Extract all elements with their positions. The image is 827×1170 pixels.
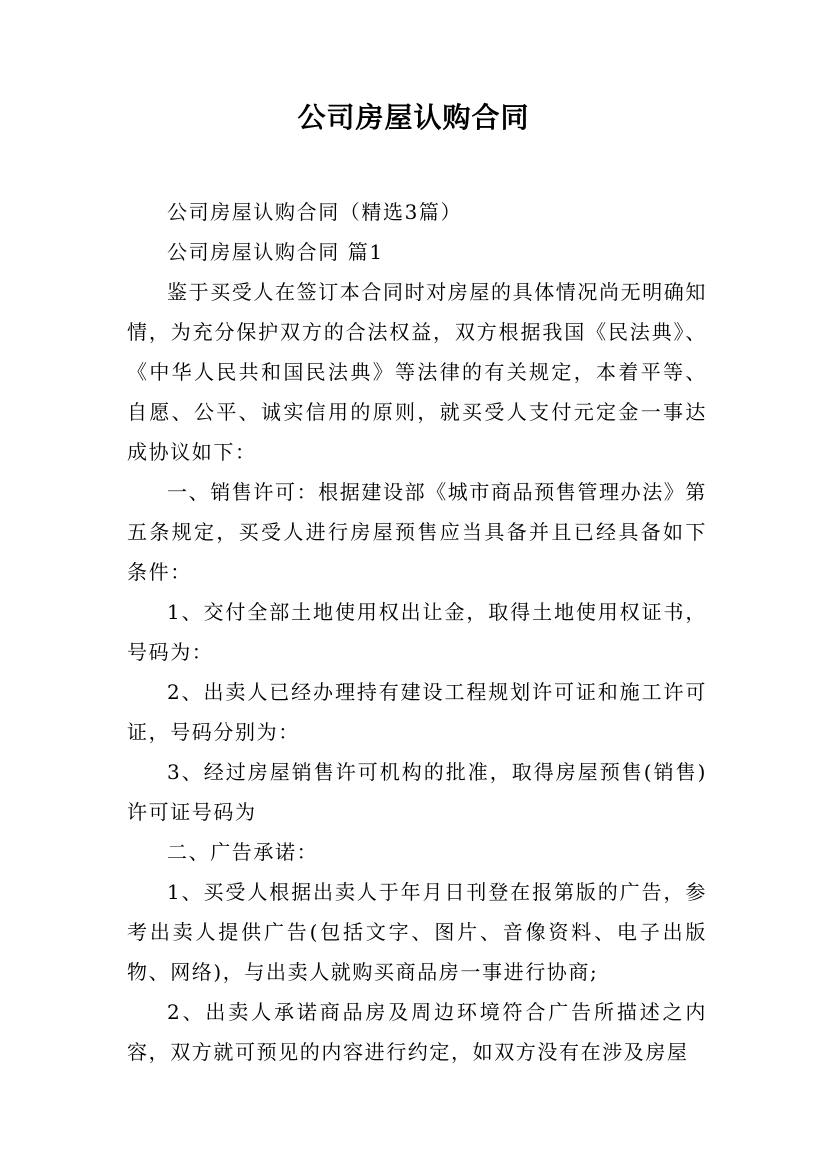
body-paragraph: 2、出卖人已经办理持有建设工程规划许可证和施工许可证，号码分别为： — [127, 680, 707, 744]
body-paragraph: 二、广告承诺： — [167, 840, 319, 864]
body-paragraph: 2、出卖人承诺商品房及周边环境符合广告所描述之内容，双方就可预见的内容进行约定，如双方没有在涉及房屋 — [127, 1000, 707, 1064]
body-paragraph: 1、交付全部土地使用权出让金，取得土地使用权证书，号码为： — [127, 600, 707, 664]
document-title: 公司房屋认购合同 — [297, 101, 530, 134]
body-paragraph: 一、销售许可：根据建设部《城市商品预售管理办法》第五条规定，买受人进行房屋预售应当具备并且已经具备如下条件： — [127, 480, 707, 584]
body-paragraph: 1、买受人根据出卖人于年月日刊登在报第版的广告，参考出卖人提供广告(包括文字、图片、音像资料、电子出版物、网络)，与出卖人就购买商品房一事进行协商; — [127, 880, 707, 984]
subtitle-paragraph: 公司房屋认购合同（精选3篇） — [167, 200, 463, 224]
body-paragraph: 鉴于买受人在签订本合同时对房屋的具体情况尚无明确知情，为充分保护双方的合法权益，双方根据我国《民法典》、《中华人民共和国民法典》等法律的有关规定，本着平等、自愿、公平、诚实信用的原则，就买受人支付元定金一事达成协议如下： — [127, 280, 707, 464]
document-body — [127, 192, 707, 1072]
section-heading: 公司房屋认购合同 篇1 — [167, 240, 384, 264]
body-paragraph: 3、经过房屋销售许可机构的批准，取得房屋预售(销售)许可证号码为 — [127, 760, 707, 824]
